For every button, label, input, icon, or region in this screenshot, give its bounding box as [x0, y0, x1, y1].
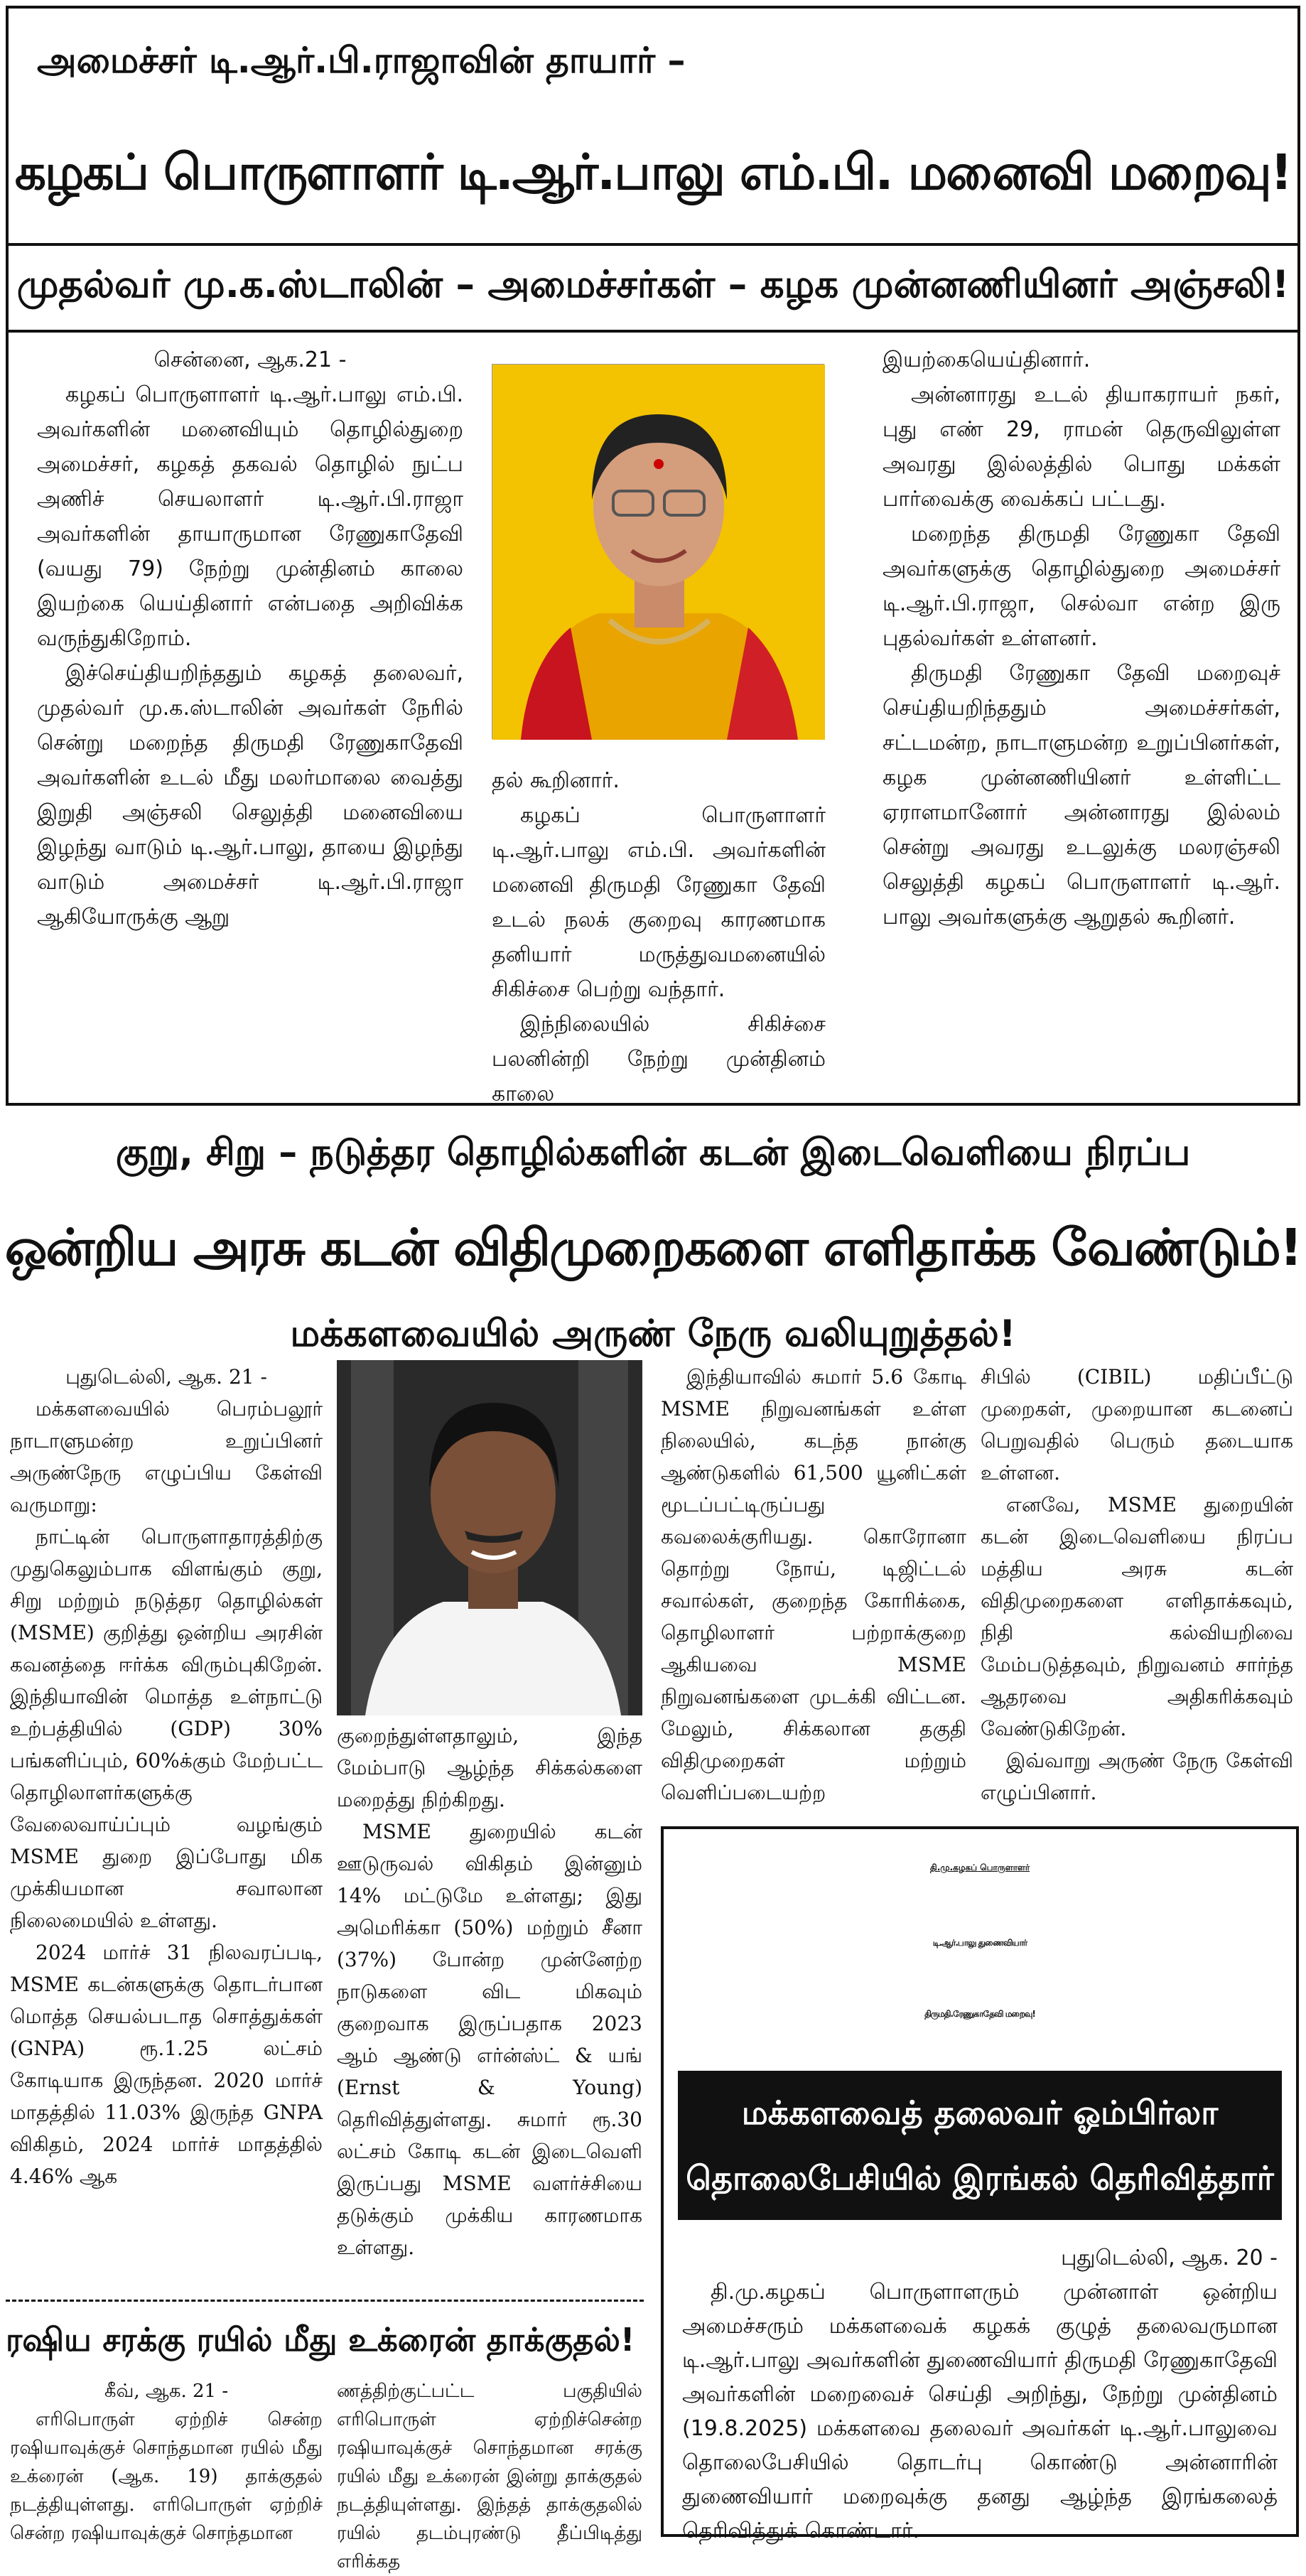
paragraph: 2024 மார்ச் 31 நிலவரப்படி, MSME கடன்களுக்கு தொடர்பான மொத்த செயல்படாத சொத்துக்கள் (GNPA) ரூ.1.25 லட்சம் கோடியாக இருந்தன. 2020 மார்ச் மாதத்தில் 11.03% இருந்த GNPA விகிதம், 2024 மார்ச் மாதத்தில் 4.46% ஆக — [10, 1941, 323, 2188]
paragraph: தல் கூறினார். — [492, 768, 620, 793]
paragraph: நாட்டின் பொருளாதாரத்திற்கு முதுகெலும்பாக விளங்கும் குறு, சிறு மற்றும் நடுத்தர தொழில்கள் (MSME) குறித்து ஒன்றிய அரசின் கவனத்தை ஈர்க்க விரும்புகிறேன். இந்தியாவின் மொத்த உள்நாட்டு உற்பத்தியில் (GDP) 30% பங்களிப்பும், 60%க்கும் மேற்பட்ட தொழிலாளர்களுக்கு வேலைவாய்ப்பும் வழங்கும் MSME துறை இப்போது மிக முக்கியமான சவாலான நிலைமையில் உள்ளது. — [10, 1525, 323, 1932]
paragraph: எரிபொருள் ஏற்றிச் சென்ற ரஷியாவுக்குச் சொந்தமான ரயில் மீது உக்ரைன் (ஆக. 19) தாக்குதல் நடத்தியுள்ளது. எரிபொருள் ஏற்றிச் சென்ற ரஷியாவுக்குச் சொந்தமான — [10, 2409, 323, 2544]
paragraph: சிபில் (CIBIL) மதிப்பீட்டு முறைகள், முறையான கடனைப் பெறுவதில் பெரும் தடையாக உள்ளன. — [981, 1365, 1293, 1484]
paragraph: திருமதி ரேணுகா தேவி மறைவுச் செய்தியறிந்ததும் அமைச்சர்கள், சட்டமன்ற, நாடாளுமன்ற உறுப்பினர்கள், கழக முன்னணியினர் உள்ளிட்ட ஏராளமானோர் அன்னாரது இல்லம் சென்று அவரது உடலுக்கு மலரஞ்சலி செலுத்தி கழகப் பொருளாளர் டி.ஆர். பாலு அவர்களுக்கு ஆறுதல் கூறினர். — [883, 661, 1280, 929]
paragraph: எனவே, MSME துறையின் கடன் இடைவெளியை நிரப்ப மத்திய அரசு கடன் விதிமுறைகளை எளிதாக்கவும், நிதி கல்வியறிவை மேம்படுத்தவும், நிறுவனம் சார்ந்த ஆதரவை அதிகரிக்கவும் வேண்டுகிறேன். — [981, 1493, 1293, 1740]
story4-headline-line-1: டி.ஆர்.பாலு துணைவியார் — [932, 1938, 1027, 1948]
paragraph: கழகப் பொருளாளர் டி.ஆர்.பாலு எம்.பி. அவர்களின் மனைவியும் தொழில்துறை அமைச்சர், கழகத் தகவல் தொழில் நுட்ப அணிச் செயலாளர் டி.ஆர்.பி.ராஜா அவர்களின் தாயாருமான ரேணுகாதேவி (வயது 79) நேற்று முன்தினம் காலை இயற்கை யெய்தினார் என்பதை அறிவிக்க வருந்துகிறோம். — [37, 382, 463, 651]
story2-headline: ஒன்றிய அரசு கடன் விதிமுறைகளை எளிதாக்க வேண்டும்! — [4, 1217, 1302, 1277]
paragraph: தி.மு.கழகப் பொருளாளரும் முன்னாள் ஒன்றிய அமைச்சரும் மக்களவைக் கழகக் குழுத் தலைவருமான டி.ஆர்.பாலு அவர்களின் துணைவியார் திருமதி ரேணுகாதேவி அவர்களின் மறைவைச் செய்தி அறிந்து, நேற்று முன்தினம் (19.8.2025) மக்களவை தலைவர் அவர்கள் டி.ஆர்.பாலுவை தொலைபேசியில் தொடர்பு கொண்டு அன்னாரின் துணைவியார் மறைவுக்கு தனது ஆழ்ந்த இரங்கலைத் தெரிவித்துக் கொண்டார். — [682, 2280, 1278, 2543]
story1-box — [6, 6, 1300, 1106]
paragraph: ணத்திற்குட்பட்ட பகுதியில் எரிபொருள் ஏற்றிச்சென்ற ரஷியாவுக்குச் சொந்தமான சரக்கு ரயில் மீது உக்ரைன் இன்று தாக்குதல் நடத்தியுள்ளது. இந்தத் தாக்குதலில் ரயில் தடம்புரண்டு தீப்பிடித்து எரிக்கத — [337, 2381, 642, 2572]
story1-kicker: அமைச்சர் டி.ஆர்.பி.ராஜாவின் தாயார் – — [37, 39, 686, 81]
story3-headline: ரஷிய சரக்கு ரயில் மீது உக்ரைன் தாக்குதல்! — [6, 2320, 635, 2359]
divider — [9, 330, 1297, 333]
story1-subhead: முதல்வர் மு.க.ஸ்டாலின் – அமைச்சர்கள் – கழக முன்னணியினர் அஞ்சலி! — [16, 263, 1290, 306]
story4-box — [661, 1826, 1299, 2543]
story4-kicker: தி.மு.கழகப் பொருளாளர் — [929, 1863, 1030, 1872]
story4-dateline: புதுடெல்லி, ஆக. 20 - — [1061, 2246, 1278, 2270]
story2-column-4 — [981, 1361, 1293, 1809]
paragraph: அன்னாரது உடல் தியாகராயர் நகர், புது எண் 29, ராமன் தெருவிலுள்ள அவரது இல்லத்தில் பொது மக்கள் பார்வைக்கு வைக்கப் பட்டது. — [883, 382, 1280, 512]
story4-headline — [664, 1907, 1296, 2049]
story4-headline-line-2: திருமதி.ரேணுகாதேவி மறைவு! — [924, 2009, 1035, 2019]
paragraph: இந்தியாவில் சுமார் 5.6 கோடி MSME நிறுவனங்கள் உள்ள நிலையில், கடந்த நான்கு ஆண்டுகளில் 61,500 யூனிட்கள் மூடப்பட்டிருப்பது கவலைக்குரியது. கொரோனா தொற்று நோய், டிஜிட்டல் சவால்கள், குறைந்த கோரிக்கை, தொழிலாளர் பற்றாக்குறை ஆகியவை MSME நிறுவனங்களை முடக்கி விட்டன. மேலும், சிக்கலான தகுதி விதிமுறைகள் மற்றும் வெளிப்படையற்ற — [661, 1365, 966, 1804]
story3-dateline: கீவ், ஆக. 21 - — [104, 2381, 229, 2402]
story1-headline: கழகப் பொருளாளர் டி.ஆர்.பாலு எம்.பி. மனைவி மறைவு! — [14, 144, 1292, 201]
paragraph: கழகப் பொருளாளர் டி.ஆர்.பாலு எம்.பி. அவர்களின் மனைவி திருமதி ரேணுகா தேவி உடல் நலக் குறைவு காரணமாக தனியார் மருத்துவமனையில் சிகிச்சை பெற்று வந்தார். — [492, 803, 826, 1002]
story2-kicker: குறு, சிறு – நடுத்தர தொழில்களின் கடன் இடைவெளியை நிரப்ப — [115, 1131, 1191, 1174]
story4-subhead-band — [678, 2071, 1282, 2220]
story2-column-3 — [661, 1361, 966, 1809]
story1-column-3 — [883, 343, 1280, 934]
story1-column-2 — [492, 763, 826, 1111]
story1-dateline: சென்னை, ஆக.21 - — [153, 347, 347, 372]
story3-column-2 — [337, 2377, 642, 2576]
story2-subhead: மக்களவையில் அருண் நேரு வலியுறுத்தல்! — [290, 1312, 1016, 1355]
story3-column-1 — [10, 2377, 323, 2548]
story2-dateline: புதுடெல்லி, ஆக. 21 - — [65, 1365, 267, 1389]
story4-text — [682, 2241, 1278, 2548]
story1-column-1 — [37, 343, 463, 934]
paragraph: குறைந்துள்ளதாலும், இந்த மேம்பாடு ஆழ்ந்த சிக்கல்களை மறைத்து நிற்கிறது. — [337, 1724, 642, 1811]
story4-subhead-line-1: மக்களவைத் தலைவர் ஓம்பிர்லா — [741, 2093, 1219, 2132]
portrait-photo — [492, 364, 824, 739]
paragraph: MSME துறையில் கடன் ஊடுருவல் விகிதம் இன்னும் 14% மட்டுமே உள்ளது; இது அமெரிக்கா (50%) மற்றும் சீனா (37%) போன்ற முன்னேற்ற நாடுகளை விட மிகவும் குறைவாக இருப்பதாக 2023 ஆம் ஆண்டு எர்ன்ஸ்ட் & யங் (Ernst & Young) தெரிவித்துள்ளது. சுமார் ரூ.30 லட்சம் கோடி கடன் இடைவெளி இருப்பது MSME வளர்ச்சியை தடுக்கும் முக்கிய காரணமாக உள்ளது. — [337, 1820, 642, 2259]
divider — [6, 2300, 644, 2302]
paragraph: இவ்வாறு அருண் நேரு கேள்வி எழுப்பினார். — [981, 1749, 1293, 1804]
paragraph: மறைந்த திருமதி ரேணுகா தேவி அவர்களுக்கு தொழில்துறை அமைச்சர் டி.ஆர்.பி.ராஜா, செல்வா என்ற இரு புதல்வர்கள் உள்ளனர். — [883, 522, 1280, 651]
story2-column-2 — [337, 1720, 642, 2263]
story2-column-1 — [10, 1361, 323, 2192]
paragraph: இயற்கையெய்தினார். — [883, 347, 1091, 372]
paragraph: இச்செய்தியறிந்ததும் கழகத் தலைவர், முதல்வர் மு.க.ஸ்டாலின் அவர்கள் நேரில் சென்று மறைந்த திருமதி ரேணுகாதேவி அவர்களின் உடல் மீது மலர்மாலை வைத்து இறுதி அஞ்சலி செலுத்தி மனைவியை இழந்து வாடும் டி.ஆர்.பாலு, தாயை இழந்து வாடும் அமைச்சர் டி.ஆர்.பி.ராஜா ஆகியோருக்கு ஆறு — [37, 661, 463, 929]
paragraph: இந்நிலையில் சிகிச்சை பலனின்றி நேற்று முன்தினம் காலை — [492, 1012, 826, 1106]
paragraph: மக்களவையில் பெரம்பலூர் நாடாளுமன்ற உறுப்பினர் அருண்நேரு எழுப்பிய கேள்வி வருமாறு: — [10, 1397, 323, 1516]
arun-nehru-photo — [337, 1360, 642, 1715]
story4-subhead-line-2: தொலைபேசியில் இரங்கல் தெரிவித்தார் — [686, 2159, 1274, 2197]
